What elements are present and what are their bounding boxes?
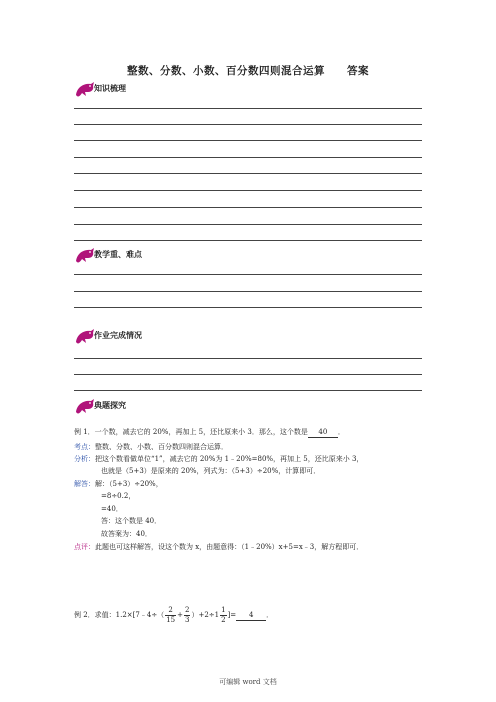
- section-homework-label: 作业完成情况: [94, 330, 142, 340]
- writing-line: [74, 374, 422, 375]
- jieda-label: 解答：: [74, 480, 95, 488]
- example2-middle: ）+2÷1: [191, 611, 220, 619]
- mixed-numerator: 1: [221, 606, 226, 614]
- dolphin-icon: [74, 80, 96, 102]
- example1-dianping: [74, 543, 363, 552]
- example2-answer-blank: [236, 611, 266, 621]
- example1-question-text: 例 1．一个数，减去它的 20%，再加上 5，还比原来小 3．那么，这个数是: [74, 428, 308, 436]
- frac2-numerator: 2: [184, 606, 190, 614]
- frac1-numerator: 2: [165, 606, 176, 616]
- writing-line: [74, 124, 422, 125]
- kaodian-text: 整数、分数、小数、百分数四则混合运算．: [95, 443, 228, 451]
- writing-line: [74, 390, 422, 391]
- fraction-1-2: [220, 606, 226, 625]
- writing-line: [74, 140, 422, 141]
- example1-question: [74, 428, 345, 438]
- dolphin-icon: [74, 246, 96, 268]
- writing-line: [74, 240, 422, 241]
- writing-line: [74, 224, 422, 225]
- kaodian-label: 考点：: [74, 443, 95, 451]
- jieda-line-1: 解：（5+3）÷20%，: [95, 480, 163, 488]
- example1-fenxi-cont: [101, 467, 320, 476]
- example1-question-end: ．: [337, 428, 345, 436]
- example2-equals: ]=: [227, 611, 237, 619]
- example2-prefix: 例 2．求值：1.2×[7﹣4÷（: [74, 611, 165, 619]
- page-footer: 可编辑 word 文档: [219, 678, 277, 686]
- writing-line: [74, 207, 422, 208]
- writing-line: [74, 291, 422, 292]
- writing-line: [74, 307, 422, 308]
- example2-end: ．: [266, 611, 274, 619]
- frac1-denominator: 15: [166, 616, 176, 624]
- writing-line: [74, 157, 422, 158]
- fraction-2-15: [165, 606, 176, 625]
- example1-fenxi: [74, 455, 363, 464]
- mixed-denominator: 2: [221, 616, 226, 624]
- dolphin-icon: [74, 327, 96, 349]
- writing-line: [74, 274, 422, 275]
- dianping-text: 此题也可这样解答，设这个数为 x，由题意得：（1﹣20%）x+5=x﹣3，解方程即可．: [95, 543, 364, 551]
- dolphin-icon: [74, 397, 96, 419]
- example1-jieda: [74, 480, 163, 489]
- example1-answer: 40: [318, 428, 328, 436]
- writing-line: [74, 173, 422, 174]
- jieda-line-5: 故答案为：40．: [101, 530, 152, 538]
- frac2-denominator: 3: [184, 616, 190, 624]
- jieda-line-4: 答：这个数是 40．: [101, 517, 162, 525]
- example2-question: [74, 606, 273, 625]
- fenxi-text-2: 也就是（5+3）是原来的 20%，列式为：（5+3）÷20%，计算即可．: [101, 467, 321, 475]
- example1-kaodian: [74, 443, 228, 452]
- title-main: 整数、分数、小数、百分数四则混合运算: [127, 65, 325, 77]
- dianping-label: 点评：: [74, 543, 95, 551]
- example1-answer-blank: [308, 428, 338, 438]
- writing-line: [74, 108, 422, 109]
- fenxi-label: 分析：: [74, 455, 95, 463]
- jieda-line-3: =40．: [101, 505, 123, 513]
- plus-sign: +: [177, 611, 183, 619]
- section-knowledge-label: 知识梳理: [94, 83, 126, 93]
- title-answer: 答案: [347, 65, 369, 77]
- section-key-points-label: 教学重、难点: [94, 249, 142, 259]
- page-title: [0, 63, 496, 78]
- writing-line: [74, 358, 422, 359]
- fenxi-text-1: 把这个数看做单位“1”，减去它的 20%为 1﹣20%=80%，再加上 5，还比原来小 3，: [95, 455, 364, 463]
- example2-answer: 4: [248, 610, 254, 619]
- section-examples-label: 典题探究: [94, 400, 126, 410]
- writing-line: [74, 190, 422, 191]
- jieda-line-2: =8÷0.2，: [101, 492, 136, 500]
- fraction-2-3: [184, 606, 190, 625]
